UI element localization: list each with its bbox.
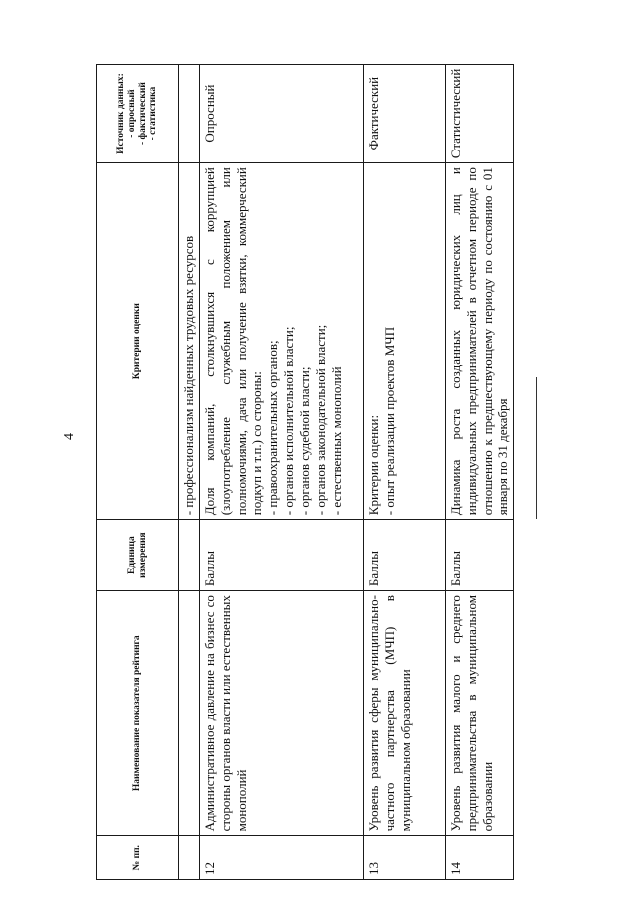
criteria-item: - органов исполнительной власти;: [281, 326, 297, 516]
criteria-list: [382, 167, 398, 515]
criteria-item: - органов судебной власти;: [297, 366, 313, 516]
row-number: 12: [199, 836, 363, 880]
footnote-divider: [536, 377, 537, 519]
row-indicator-name: Уровень развития малого и среднего предпринимательства в муниципальном образовании: [445, 591, 513, 836]
continuation-row: [179, 65, 200, 880]
criteria-text: Доля компаний, столкнувшихся с коррупцией (злоупотребление служебным положением или полномочиями, дача или получение взятки, коммерческий подкуп и т.п.) со стороны:: [201, 167, 265, 516]
criteria-item: - естественных монополий: [328, 366, 344, 516]
row-source: Статистический: [445, 65, 513, 163]
rotated-page-content: [96, 64, 511, 880]
criteria-item: - правоохранительных органов;: [265, 340, 281, 516]
header-number: № пп.: [97, 836, 179, 880]
table-header-row: [97, 65, 179, 880]
row-number: 14: [445, 836, 513, 880]
row-criteria: [199, 163, 363, 520]
page-number: 4: [62, 433, 77, 440]
row-unit: Баллы: [363, 520, 445, 591]
criteria-text: Критерии оценки:: [365, 414, 381, 516]
header-sources: [97, 65, 179, 163]
row-criteria: [445, 163, 513, 520]
sources-title: Источник данных:: [115, 73, 126, 154]
header-name: Наименование показателя рейтинга: [97, 591, 179, 836]
criteria-text: Динамика роста созданных юридических лиц и индивидуальных предпринимателей в отчетном периоде по отношению к предшествующему периоду по состоянию с 01 января по 31 декабря: [447, 167, 511, 516]
continuation-criteria: - профессионализм найденных трудовых ресурсов: [179, 163, 200, 520]
table-row: [445, 65, 513, 880]
row-source: Фактический: [363, 65, 445, 163]
table-row: [199, 65, 363, 880]
criteria-list: [265, 167, 344, 515]
row-criteria: [363, 163, 445, 520]
row-unit: Баллы: [199, 520, 363, 591]
source-option: - статистика: [148, 86, 159, 141]
row-indicator-name: Уровень развития сферы муниципально-частного партнерства (МЧП) в муниципальном образовании: [363, 591, 445, 836]
header-unit: Единица измерения: [97, 520, 179, 591]
row-source: Опросный: [199, 65, 363, 163]
header-criteria: Критерии оценки: [97, 163, 179, 520]
criteria-item: - опыт реализации проектов МЧП: [381, 326, 397, 516]
row-unit: Баллы: [445, 520, 513, 591]
row-indicator-name: Административное давление на бизнес со стороны органов власти или естественных монополий: [199, 591, 363, 836]
criteria-item: - органов законодательной власти;: [312, 324, 328, 516]
table-row: [363, 65, 445, 880]
source-option: - опросный: [126, 89, 137, 138]
rating-table: [96, 64, 514, 880]
source-option: - фактический: [137, 82, 148, 145]
row-number: 13: [363, 836, 445, 880]
